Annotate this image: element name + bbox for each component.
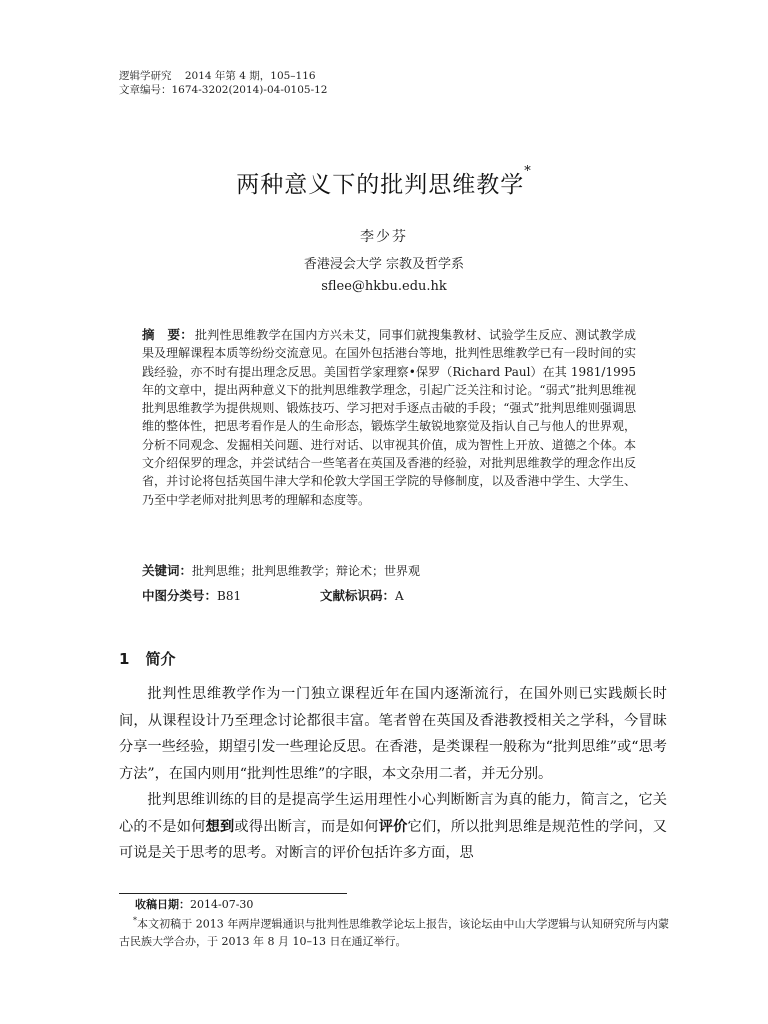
- doc-label: 文献标识码：: [320, 588, 396, 603]
- footnote: [119, 912, 669, 950]
- abstract: [142, 326, 636, 509]
- received-date: [135, 896, 253, 912]
- p2-text-d: 它们，所以批判思维是规范性的学问，又可说是关于思考的思考。对断言的评价包括许多方面，思: [119, 818, 667, 861]
- paper-title: [0, 166, 768, 199]
- keywords-text: 批判思维；批判思维教学；辩论术；世界观: [192, 564, 421, 578]
- abstract-text: 批判性思维教学在国内方兴未艾，同事们就搜集教材、试验学生反应、测试教学成果及理解课程本质等纷纷交流意见。在国外包括港台等地，批判性思维教学已有一段时间的实践经验，亦不时有提出理念反思。美国哲学家理察•保罗（Richard Paul）在其 1981/1995 年的文章中，提出两种意义下的批判思维教学理念，引起广泛关注和讨论。“弱式”批判思维视批判思维教学为提供规则、锻炼技巧、学习把对手逐点击破的手段；“强式”批判思维则强调思维的整体性，把思考看作是人的生命形态，锻炼学生敏锐地察觉及指认自己与他人的世界观，分析不同观念、发掘相关问题、进行对话、以审视其价值，成为智性上开放、道德之个体。本文介绍保罗的理念，并尝试结合一些笔者在英国及香港的经验，对批判思维教学的理念作出反省，并讨论将包括英国牛津大学和伦敦大学国王学院的导修制度，以及香港中学生、大学生、乃至中学老师对批判思考的理解和态度等。: [142, 328, 636, 507]
- paragraph-2: [119, 787, 667, 867]
- title-footnote-mark: *: [524, 164, 532, 179]
- section-number: 1: [119, 650, 130, 668]
- journal-header: 逻辑学研究 2014 年第 4 期，105–116: [119, 70, 316, 82]
- section-heading: [119, 648, 175, 669]
- p2-text-a: 批判思维训练的目的是提高学生运用理性小心判断断言为真的能力，简言之，它关心的不是如何: [119, 792, 667, 835]
- clc-label: 中图分类号：: [142, 588, 218, 603]
- classification: [142, 586, 636, 604]
- paragraph-1: 批判性思维教学作为一门独立课程近年在国内逐渐流行，在国外则已实践颇长时间，从课程设计乃至理念讨论都很丰富。笔者曾在英国及香港教授相关之学科，今冒昧分享一些经验，期望引发一些理论反思。在香港，是类课程一般称为“批判思维”或“思考方法”，在国内则用“批判性思维”的字眼，本文杂用二者，并无分别。: [119, 686, 667, 782]
- section-title: 简介: [145, 650, 176, 668]
- p2-emphasis-2: 评价: [378, 818, 408, 835]
- footnote-divider: [119, 893, 347, 894]
- p2-emphasis-1: 想到: [205, 818, 235, 835]
- doc-code: [320, 586, 404, 604]
- footnote-mark: *: [133, 916, 137, 925]
- received-value: 2014-07-30: [190, 898, 254, 911]
- received-label: 收稿日期：: [135, 898, 190, 911]
- keywords-label: 关键词：: [142, 563, 193, 578]
- p2-text-c: 或得出断言，而是如何: [234, 818, 379, 835]
- author-name: 李少芬: [360, 229, 408, 245]
- abstract-label: 摘 要：: [142, 327, 194, 342]
- clc-value: B81: [217, 589, 242, 603]
- doc-value: A: [395, 589, 404, 603]
- keywords: [142, 561, 636, 579]
- article-id: 文章编号：1674-3202(2014)-04-0105-12: [119, 84, 328, 96]
- body-text: [119, 681, 667, 867]
- footnote-text: 本文初稿于 2013 年两岸逻辑通识与批判性思维教学论坛上报告，该论坛由中山大学逻辑与认知研究所与内蒙古民族大学合办，于 2013 年 8 月 10–13 日在通辽举行。: [119, 917, 669, 948]
- author-email: sflee@hkbu.edu.hk: [321, 279, 447, 294]
- title-text: 两种意义下的批判思维教学: [236, 172, 525, 198]
- author-affiliation: 香港浸会大学 宗教及哲学系: [303, 257, 465, 272]
